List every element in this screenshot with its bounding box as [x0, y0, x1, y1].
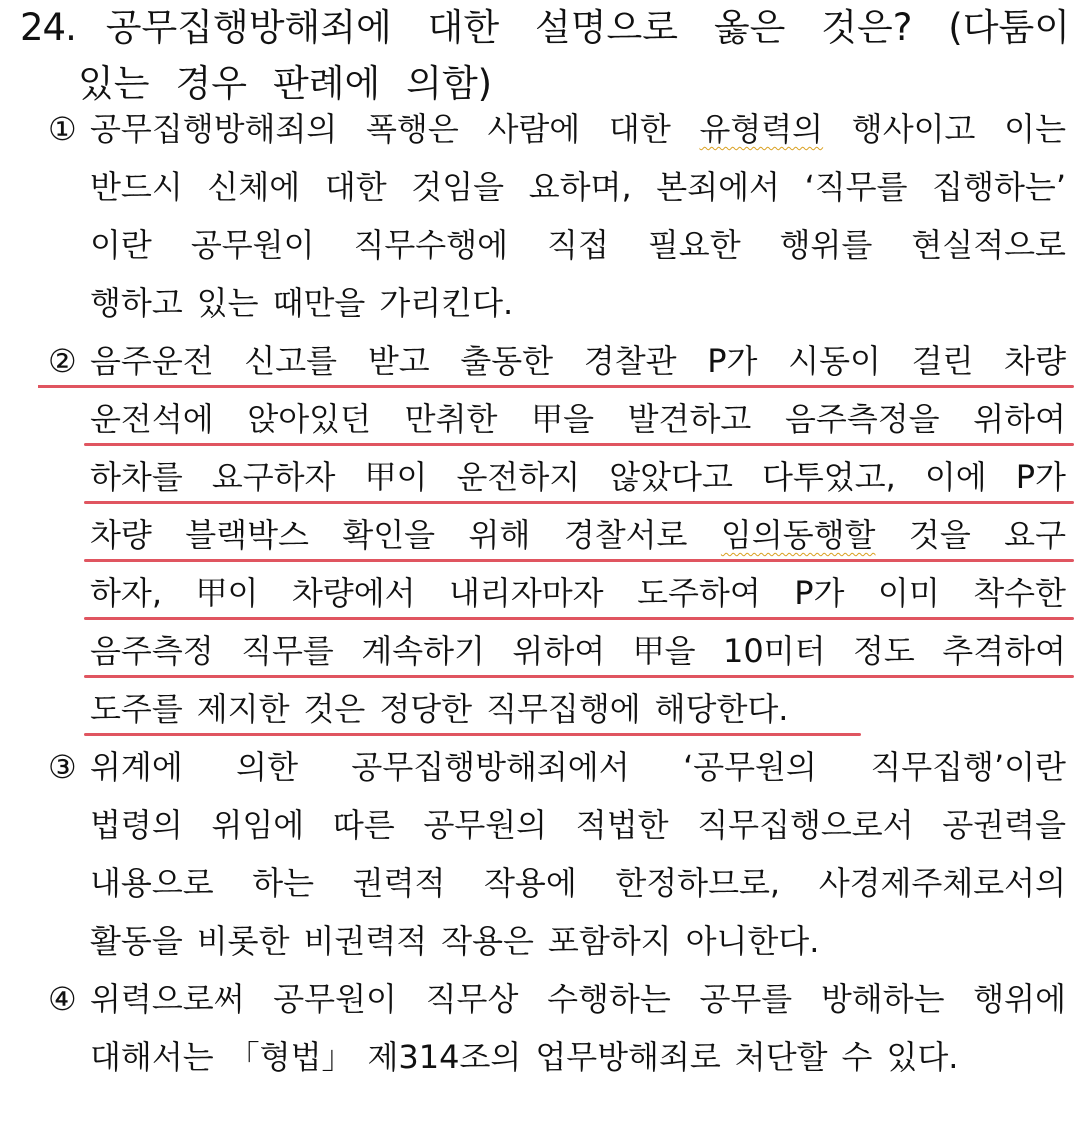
word: 대해서는 — [90, 1038, 214, 1076]
word: 위계에 — [90, 748, 183, 786]
word: 비롯한 — [196, 922, 290, 960]
word: 의한 — [236, 748, 298, 786]
word: P가 — [794, 574, 845, 612]
word: 신고를 — [244, 342, 338, 380]
word: 수행하는 — [547, 980, 671, 1018]
word: 해당한다. — [654, 690, 789, 728]
option-marker-2: ② — [48, 342, 77, 380]
word: 경찰관 — [583, 342, 677, 380]
word: ‘직무를 — [804, 168, 908, 206]
word: 아니한다. — [685, 922, 820, 960]
word: 작용에 — [484, 864, 577, 902]
spellcheck-word: 임의동행할 — [720, 516, 876, 554]
option-line — [90, 564, 1066, 622]
option-marker-3: ③ — [48, 748, 77, 786]
word: 운전하지 — [456, 458, 581, 496]
word: 甲을 — [632, 632, 696, 670]
word: 반드시 — [90, 168, 183, 206]
answer-options — [48, 100, 1066, 1086]
word: 이는 — [1004, 110, 1066, 148]
spellcheck-word: 유형력의 — [699, 110, 824, 148]
option-3[interactable] — [48, 738, 1066, 970]
word: 공무원이 — [273, 980, 397, 1018]
word: P가 — [1015, 458, 1066, 496]
word: 행하고 — [90, 284, 183, 322]
word: 내리자마자 — [449, 574, 604, 612]
word: 법령의 — [90, 806, 183, 844]
word: 행위를 — [779, 226, 873, 264]
word: 권력적 — [352, 864, 446, 902]
word: 운전석에 — [90, 400, 214, 438]
word: 사경제주체로서의 — [818, 864, 1066, 902]
word: 다투었고, — [761, 458, 896, 496]
word: 요구하자 — [211, 458, 336, 496]
word: 비권력적 — [303, 922, 428, 960]
question-line-1 — [20, 0, 1070, 56]
word: 앉아있던 — [247, 400, 371, 438]
word: 활동을 — [90, 922, 183, 960]
word: 있다. — [886, 1038, 959, 1076]
word: 방해하는 — [820, 980, 945, 1018]
word: 수 — [841, 1038, 873, 1076]
word: 공무원이 — [190, 226, 315, 264]
word: 있는 — [196, 284, 259, 322]
word: 폭행은 — [366, 110, 459, 148]
word: 공권력을 — [942, 806, 1066, 844]
word: 걸린 — [911, 342, 974, 380]
option-line — [90, 970, 1066, 1028]
word: 착수한 — [973, 574, 1066, 612]
option-line — [90, 622, 1066, 680]
word: 요구 — [1004, 516, 1066, 554]
word: 추격하여 — [942, 632, 1066, 670]
word: 경찰서로 — [563, 516, 688, 554]
word: 직무집행에 — [486, 690, 641, 728]
word: 도주하여 — [637, 574, 761, 612]
word: 한정하므로, — [615, 864, 781, 902]
word: 확인을 — [342, 516, 436, 554]
word: 직접 — [547, 226, 609, 264]
option-line — [90, 448, 1066, 506]
word: 블랙박스 — [185, 516, 309, 554]
word: 10미터 — [723, 632, 826, 670]
word: 현실적으로 — [911, 226, 1066, 264]
word: 직무집행으로서 — [697, 806, 914, 844]
question-word: 대한 — [427, 6, 500, 49]
word: 만취한 — [404, 400, 498, 438]
word: 甲을 — [531, 400, 594, 438]
word: 차량 — [90, 516, 152, 554]
word: 않았다고 — [609, 458, 733, 496]
word: 이에 — [924, 458, 987, 496]
word: 직무를 — [241, 632, 334, 670]
word: 하는 — [252, 864, 315, 902]
word: 차량에서 — [291, 574, 416, 612]
word: 필요한 — [647, 226, 741, 264]
word: 작용은 — [441, 922, 534, 960]
word: 행사이고 — [851, 110, 976, 148]
word: 음주측정 — [90, 632, 214, 670]
question-word: 설명으로 — [534, 6, 678, 49]
word: 본죄에서 — [656, 168, 780, 206]
option-line — [90, 854, 1066, 912]
option-marker-4: ④ — [48, 980, 77, 1018]
word: 이미 — [877, 574, 940, 612]
word: 정도 — [853, 632, 915, 670]
option-marker-1: ① — [48, 110, 77, 148]
option-line — [90, 796, 1066, 854]
option-line — [90, 680, 1066, 738]
word: 甲이 — [364, 458, 428, 496]
option-line — [90, 332, 1066, 390]
word: 가리킨다. — [379, 284, 514, 322]
word: 하차를 — [90, 458, 183, 496]
option-line — [90, 158, 1066, 216]
word: 음주측정을 — [785, 400, 940, 438]
word: 업무방해죄로 — [535, 1038, 721, 1076]
word: 공무원의 — [423, 806, 548, 844]
question-word: 판례에 — [272, 62, 381, 105]
word: 음주운전 — [90, 342, 214, 380]
word: 甲이 — [195, 574, 259, 612]
word: 계속하기 — [361, 632, 485, 670]
word: 제314조의 — [367, 1038, 522, 1076]
word: 정당한 — [379, 690, 473, 728]
option-line — [90, 738, 1066, 796]
question-word: 것은? — [821, 6, 913, 49]
option-line — [90, 274, 1066, 332]
word: 「형법」 — [227, 1038, 354, 1076]
word: P가 — [707, 342, 758, 380]
word: 내용으로 — [90, 864, 214, 902]
question-word: (다툼이 — [948, 6, 1070, 49]
word: 행위에 — [973, 980, 1066, 1018]
question-word: 있는 — [78, 62, 150, 105]
option-2[interactable] — [48, 332, 1066, 738]
word: 직무상 — [425, 980, 519, 1018]
word: 위해 — [468, 516, 531, 554]
word: 공무집행방해죄의 — [90, 110, 338, 148]
word: 때만을 — [272, 284, 366, 322]
word: 공무집행방해죄에서 — [351, 748, 630, 786]
word: 따른 — [332, 806, 395, 844]
word: 사람에 — [487, 110, 581, 148]
word: ‘공무원의 — [683, 748, 817, 786]
word: 포함하지 — [547, 922, 672, 960]
option-line — [90, 912, 1066, 970]
question-word: 경우 — [175, 62, 247, 105]
word: 대한 — [324, 168, 387, 206]
option-line — [90, 390, 1066, 448]
word: 집행하는’ — [932, 168, 1066, 206]
word: 하자, — [90, 574, 162, 612]
word: 직무수행에 — [353, 226, 509, 264]
word: 위하여 — [512, 632, 606, 670]
word: 발견하고 — [627, 400, 752, 438]
word: 요하며, — [528, 168, 632, 206]
word: 위임에 — [211, 806, 305, 844]
question-word: 의함) — [406, 62, 493, 105]
option-4[interactable] — [48, 970, 1066, 1086]
question-word: 공무집행방해죄에 — [105, 6, 392, 49]
word: 받고 — [367, 342, 430, 380]
word: 처단할 — [734, 1038, 828, 1076]
option-line — [90, 1028, 1066, 1086]
word: 공무를 — [699, 980, 793, 1018]
word: 차량 — [1004, 342, 1066, 380]
word: 적법한 — [575, 806, 669, 844]
word: 직무집행’이란 — [870, 748, 1066, 786]
word: 대한 — [608, 110, 671, 148]
word: 출동한 — [460, 342, 554, 380]
option-1[interactable] — [48, 100, 1066, 332]
word: 위하여 — [973, 400, 1066, 438]
option-line — [90, 100, 1066, 158]
word: 것임을 — [411, 168, 505, 206]
word: 이란 — [90, 226, 152, 264]
word: 위력으로써 — [90, 980, 245, 1018]
word: 신체에 — [207, 168, 301, 206]
word: 것을 — [908, 516, 971, 554]
option-line — [90, 216, 1066, 274]
word: 것은 — [303, 690, 366, 728]
question-word: 옳은 — [713, 6, 786, 49]
question-number: 24. — [20, 6, 76, 49]
question-stem — [20, 0, 1070, 112]
word: 도주를 — [90, 690, 183, 728]
option-line — [90, 506, 1066, 564]
word: 제지한 — [196, 690, 290, 728]
word: 시동이 — [788, 342, 881, 380]
